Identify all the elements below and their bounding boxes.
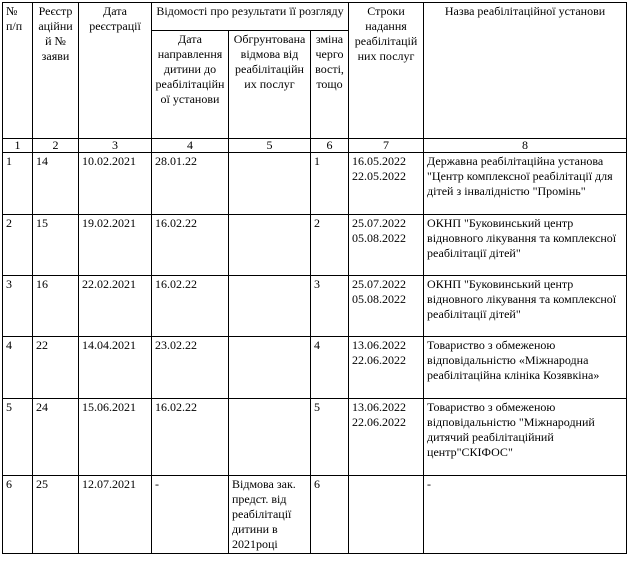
row-num: 3 xyxy=(3,276,33,337)
row-terms xyxy=(349,276,424,337)
row-reg-date: 22.02.2021 xyxy=(79,276,152,337)
row-queue-change: 6 xyxy=(311,476,349,554)
term-start: 16.05.2022 xyxy=(352,154,407,168)
row-institution: Державна реабілітаційна установа "Центр комплексної реабілітації для дітей з інвалідністю "Промінь" xyxy=(424,153,627,215)
row-reg-date: 15.06.2021 xyxy=(79,399,152,476)
column-number: 1 xyxy=(3,139,33,153)
row-terms xyxy=(349,399,424,476)
row-direction-date: 23.02.22 xyxy=(152,337,229,399)
row-queue-change: 5 xyxy=(311,399,349,476)
term-start: 25.07.2022 xyxy=(352,216,407,230)
row-queue-change: 2 xyxy=(311,215,349,276)
column-number: 7 xyxy=(349,139,424,153)
row-reg-date: 14.04.2021 xyxy=(79,337,152,399)
row-queue-change: 1 xyxy=(311,153,349,215)
row-num: 5 xyxy=(3,399,33,476)
row-institution: Товариство з обмеженою відповідальністю "Міжнародний дитячий реабілітаційний центр"СКІФОС" xyxy=(424,399,627,476)
row-refusal xyxy=(229,399,311,476)
row-institution: Товариство з обмеженою відповідальністю «Міжнародна реабілітаційна клініка Козявкіна» xyxy=(424,337,627,399)
row-direction-date: - xyxy=(152,476,229,554)
row-terms xyxy=(349,337,424,399)
row-num: 4 xyxy=(3,337,33,399)
table-row xyxy=(3,337,627,399)
table-row xyxy=(3,276,627,337)
row-reg-date: 10.02.2021 xyxy=(79,153,152,215)
row-reg-no: 25 xyxy=(33,476,79,554)
header-num: № п/п xyxy=(3,3,33,139)
term-end: 05.08.2022 xyxy=(352,292,407,306)
row-reg-no: 22 xyxy=(33,337,79,399)
row-queue-change: 4 xyxy=(311,337,349,399)
term-start: 13.06.2022 xyxy=(352,400,407,414)
rehabilitation-register-table xyxy=(2,2,627,554)
column-number: 6 xyxy=(311,139,349,153)
header-terms: Строки надання реабілітаційних послуг xyxy=(349,3,424,139)
term-start: 13.06.2022 xyxy=(352,338,407,352)
header-queue-change: зміна черговості, тощо xyxy=(311,31,349,139)
column-number: 2 xyxy=(33,139,79,153)
term-end: 22.06.2022 xyxy=(352,415,407,429)
term-end: 22.06.2022 xyxy=(352,353,407,367)
row-reg-date: 19.02.2021 xyxy=(79,215,152,276)
row-terms xyxy=(349,476,424,554)
row-reg-date: 12.07.2021 xyxy=(79,476,152,554)
row-reg-no: 24 xyxy=(33,399,79,476)
row-num: 2 xyxy=(3,215,33,276)
row-refusal xyxy=(229,153,311,215)
table-row xyxy=(3,153,627,215)
row-reg-no: 14 xyxy=(33,153,79,215)
column-number: 8 xyxy=(424,139,627,153)
header-institution: Назва реабілітаційної установи xyxy=(424,3,627,139)
row-direction-date: 16.02.22 xyxy=(152,215,229,276)
row-institution: ОКНП "Буковинський центр відновного лікування та комплексної реабілітації дітей" xyxy=(424,215,627,276)
row-refusal xyxy=(229,276,311,337)
column-number: 4 xyxy=(152,139,229,153)
row-refusal: Відмова зак. предст. від реабілітації дитини в 2021році xyxy=(229,476,311,554)
row-refusal xyxy=(229,337,311,399)
column-number-row xyxy=(3,139,627,153)
row-num: 1 xyxy=(3,153,33,215)
row-reg-no: 15 xyxy=(33,215,79,276)
row-direction-date: 16.02.22 xyxy=(152,276,229,337)
row-num: 6 xyxy=(3,476,33,554)
header-direction-date: Дата направлення дитини до реабілітаційної установи xyxy=(152,31,229,139)
row-terms xyxy=(349,153,424,215)
column-number: 5 xyxy=(229,139,311,153)
row-terms xyxy=(349,215,424,276)
header-review: Відомості про результати її розгляду xyxy=(152,3,349,31)
header-reg-no: Реєстраційний № заяви xyxy=(33,3,79,139)
table-row xyxy=(3,215,627,276)
header-refusal: Обгрунтована відмова від реабілітаційних послуг xyxy=(229,31,311,139)
table-row xyxy=(3,476,627,554)
row-institution: - xyxy=(424,476,627,554)
row-refusal xyxy=(229,215,311,276)
term-start: 25.07.2022 xyxy=(352,277,407,291)
row-queue-change: 3 xyxy=(311,276,349,337)
term-end: 05.08.2022 xyxy=(352,231,407,245)
header-reg-date: Дата реєстрації xyxy=(79,3,152,139)
row-reg-no: 16 xyxy=(33,276,79,337)
row-direction-date: 28.01.22 xyxy=(152,153,229,215)
column-number: 3 xyxy=(79,139,152,153)
table-row xyxy=(3,399,627,476)
row-direction-date: 16.02.22 xyxy=(152,399,229,476)
row-institution: ОКНП "Буковинський центр відновного лікування та комплексної реабілітації дітей" xyxy=(424,276,627,337)
term-end: 22.05.2022 xyxy=(352,169,407,183)
